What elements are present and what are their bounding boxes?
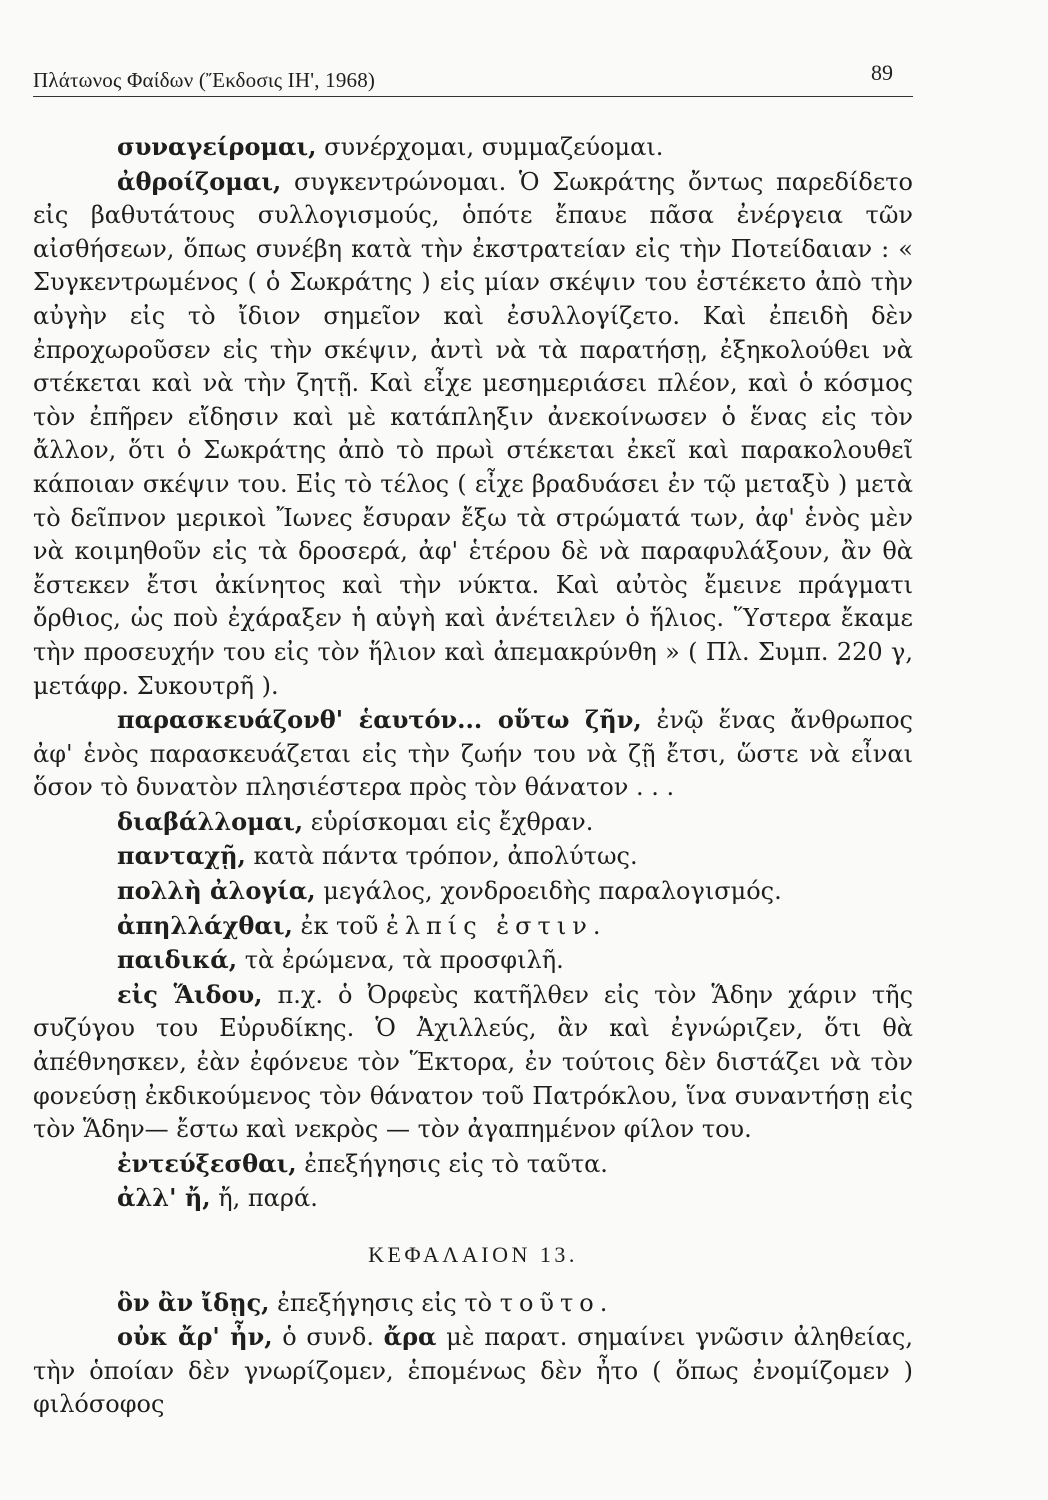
lemma: πολλὴ ἀλογία, <box>117 876 316 906</box>
lemma: παρασκευάζονθ' ἑαυτόν... οὕτω ζῆν, <box>117 705 642 735</box>
lemma: οὐκ ἄρ' ἦν, <box>117 1322 273 1352</box>
lemma-inline: ἄρα <box>383 1322 437 1352</box>
entry-athroizomai <box>33 165 913 704</box>
entry-synageiromai <box>33 130 913 165</box>
running-title: Πλάτωνος Φαίδων (Ἔκδοσις ΙΗ', 1968) <box>33 68 376 92</box>
gloss: εὑρίσκομαι εἰς ἔχθραν. <box>303 807 594 836</box>
lemma: ἀλλ' ἤ, <box>117 1183 211 1213</box>
entry-enteuxesthai <box>33 1147 913 1182</box>
spaced-quote: ἐλπίς ἐστιν <box>385 911 593 940</box>
entry-pantachei <box>33 839 913 874</box>
header-rule <box>33 96 913 97</box>
gloss: συγκεντρώνομαι. Ὁ Σωκράτης ὄντως παρεδίδετο εἰς βαθυτάτους συλλογισμούς, ὁπότε ἔπαυε πᾶσα ἐνέργεια τῶν αἰσθήσεων, ὅπως συνέβη κατὰ τὴν ἐκστρατείαν εἰς τὴν Ποτείδαιαν : « Συγκεντρωμένος ( ὁ Σωκράτης ) εἰς μίαν σκέψιν του ἐστέκετο ἀπὸ τὴν αὐγὴν εἰς τὸ ἴδιον σημεῖον καὶ ἐσυλλογίζετο. Καὶ ἐπειδὴ δὲν ἐπροχωροῦσεν εἰς τὴν σκέψιν, ἀντὶ νὰ τὰ παρατήσῃ, ἐξηκολούθει νὰ στέκεται καὶ νὰ τὴν ζητῇ. Καὶ εἶχε μεσημεριάσει πλέον, καὶ ὁ κόσμος τὸν ἐπῆρεν εἴδησιν καὶ μὲ κατάπληξιν ἀνεκοίνωσεν ὁ ἕνας εἰς τὸν ἄλλον, ὅτι ὁ Σωκράτης ἀπὸ τὸ πρωὶ στέκεται ἐκεῖ καὶ παρακολουθεῖ κάποιαν σκέψιν του. Εἰς τὸ τέλος ( εἶχε βραδυάσει ἐν τῷ μεταξὺ ) μετὰ τὸ δεῖπνον μερικοὶ Ἴωνες ἔσυραν ἔξω τὰ στρώματά των, ἀφ' ἑνὸς μὲν νὰ κοιμηθοῦν εἰς τὰ δροσερά, ἀφ' ἑτέρου δὲ νὰ παραφυλάξουν, ἂν θὰ ἔστεκεν ἔτσι ἀκίνητος καὶ τὴν νύκτα. Καὶ αὐτὸς ἔμεινε πράγματι ὄρθιος, ὡς ποὺ ἐχάραξεν ἡ αὐγὴ καὶ ἀνέτειλεν ὁ ἥλιος. Ὕστερα ἔκαμε τὴν προσευχήν του εἰς τὸν ἥλιον καὶ ἀπεμακρύνθη » ( Πλ. Συμπ. 220 γ, μετάφρ. Συκουτρῆ ). <box>33 167 913 700</box>
entry-paraskeuazonth <box>33 703 913 805</box>
lemma: ἀπηλλάχθαι, <box>117 910 293 940</box>
entry-all-e <box>33 1181 913 1216</box>
entry-paidika <box>33 943 913 978</box>
commentary-body <box>33 130 913 1422</box>
entry-pollei-alogia <box>33 874 913 909</box>
lemma: παιδικά, <box>117 945 238 975</box>
gloss: ἤ, παρά. <box>210 1184 318 1213</box>
lemma: ἐντεύξεσθαι, <box>117 1148 297 1178</box>
lemma: πανταχῇ, <box>117 841 246 871</box>
entry-eis-haidou <box>33 978 913 1147</box>
entry-diaballomai <box>33 805 913 840</box>
lemma: διαβάλλομαι, <box>117 806 304 836</box>
lemma: ἀθροίζομαι, <box>117 166 282 196</box>
gloss: ὁ συνδ. <box>272 1323 384 1352</box>
lemma: συναγείρομαι, <box>117 132 317 161</box>
gloss: ἐνῷ ἕνας ἄνθρωπος ἀφ' ἑνὸς παρασκευάζεται εἰς τὴν ζωήν του νὰ ζῇ ἔτσι, ὥστε νὰ εἶναι ὅσον τὸ δυνατὸν πλησιέστερα πρὸς τὸν θάνατον . . . <box>33 706 913 802</box>
entry-hon-an-ideis <box>33 1286 913 1321</box>
entry-apellachthai <box>33 909 913 944</box>
gloss: συνέρχομαι, συμμαζεύομαι. <box>316 133 664 161</box>
spaced-quote: τοῦτο <box>499 1288 600 1317</box>
gloss: ἐπεξήγησις εἰς τὸ <box>269 1288 500 1317</box>
gloss-tail: . <box>599 1288 608 1317</box>
gloss: μεγάλος, χονδροειδὴς παραλογισμός. <box>315 877 782 906</box>
page-number: 89 <box>871 60 893 85</box>
gloss-tail: μὲ παρατ. σημαίνει γνῶσιν ἀληθείας, τὴν ὁποίαν δὲν γνωρίζομεν, ἑπομένως δὲν ἦτο ( ὅπως ἐνομίζομεν ) φιλόσοφος <box>33 1323 913 1419</box>
lemma: εἰς Ἅιδου, <box>117 979 263 1009</box>
gloss: ἐπεξήγησις εἰς τὸ ταῦτα. <box>296 1149 608 1178</box>
gloss: π.χ. ὁ Ὀρφεὺς κατῆλθεν εἰς τὸν Ἅδην χάριν τῆς συζύγου του Εὐρυδίκης. Ὁ Ἀχιλλεύς, ἂν καὶ ἐγνώριζεν, ὅτι θὰ ἀπέθνησκεν, ἐὰν ἐφόνευε τὸν Ἕκτορα, ἐν τούτοις δὲν διστάζει νὰ τὸν φονεύσῃ ἐκδικούμενος τὸν θάνατον τοῦ Πατρόκλου, ἵνα συναντήσῃ εἰς τὸν Ἅδην— ἔστω καὶ νεκρὸς — τὸν ἀγαπημένον φίλον του. <box>33 980 914 1144</box>
gloss-tail: . <box>592 911 601 940</box>
lemma: ὃν ἂν ἴδῃς, <box>117 1287 270 1317</box>
gloss: κατὰ πάντα τρόπον, ἀπολύτως. <box>245 842 638 871</box>
gloss: τὰ ἐρώμενα, τὰ προσφιλῆ. <box>237 946 564 975</box>
gloss: ἐκ τοῦ <box>292 911 386 940</box>
entry-ouk-ar-en <box>33 1320 913 1422</box>
chapter-heading: ΚΕΦΑΛΑΙΟΝ 13. <box>368 1242 578 1267</box>
running-head <box>33 60 903 100</box>
